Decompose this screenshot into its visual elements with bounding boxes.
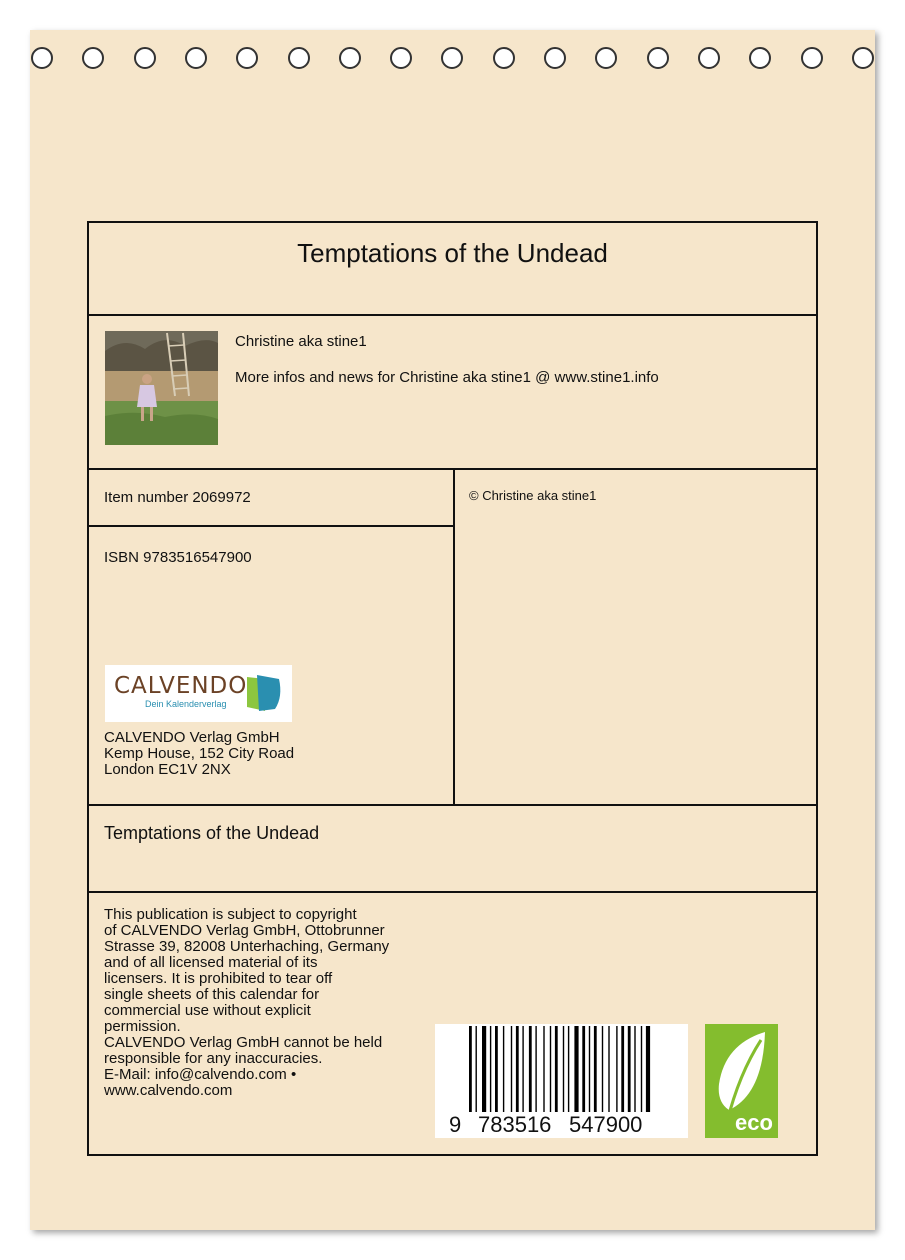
subtitle: Temptations of the Undead (104, 823, 320, 843)
binding-hole (647, 47, 669, 69)
copyright-notice: © Christine aka stine1 (469, 488, 597, 503)
publisher-address-line: CALVENDO Verlag GmbH (104, 729, 280, 746)
binding-hole (801, 47, 823, 69)
divider (87, 525, 454, 527)
binding-hole (852, 47, 874, 69)
item-number: Item number 2069972 (104, 489, 251, 506)
binding-hole (493, 47, 515, 69)
barcode-digits-right: 547900 (569, 1112, 643, 1137)
divider (87, 891, 818, 893)
publisher-address-line: Kemp House, 152 City Road (104, 745, 295, 762)
legal-line: and of all licensed material of its (104, 954, 318, 971)
author-info: More infos and news for Christine aka stine1 @ www.stine1.info (235, 369, 659, 386)
binding-hole (698, 47, 720, 69)
divider (87, 314, 818, 316)
legal-line: Strasse 39, 82008 Unterhaching, Germany (104, 938, 390, 955)
logo-tagline: Dein Kalenderverlag (145, 699, 227, 709)
spiral-binding-holes (0, 0, 905, 60)
binding-hole (390, 47, 412, 69)
barcode-digits-left: 783516 (478, 1112, 552, 1137)
isbn: ISBN 9783516547900 (104, 549, 252, 566)
legal-line: www.calvendo.com (104, 1082, 233, 1099)
binding-hole (339, 47, 361, 69)
binding-hole (134, 47, 156, 69)
legal-line: E-Mail: info@calvendo.com • (104, 1066, 297, 1083)
legal-line: responsible for any inaccuracies. (104, 1050, 323, 1067)
legal-line: licensers. It is prohibited to tear off (104, 970, 333, 987)
binding-hole (288, 47, 310, 69)
publisher-address-line: London EC1V 2NX (104, 761, 231, 778)
logo-mark-icon (245, 673, 285, 713)
legal-line: commercial use without explicit (104, 1002, 311, 1019)
legal-line: of CALVENDO Verlag GmbH, Ottobrunner (104, 922, 385, 939)
binding-hole (31, 47, 53, 69)
legal-line: CALVENDO Verlag GmbH cannot be held (104, 1034, 383, 1051)
eco-badge (705, 1024, 778, 1138)
calvendo-logo (105, 665, 292, 722)
logo-name: CALVENDO (114, 673, 248, 699)
divider (453, 468, 455, 806)
legal-line: permission. (104, 1018, 181, 1035)
legal-line: This publication is subject to copyright (104, 906, 357, 923)
barcode-digit: 9 (449, 1112, 462, 1137)
author-name: Christine aka stine1 (235, 333, 367, 350)
author-photo (105, 331, 218, 445)
isbn-barcode (435, 1024, 688, 1138)
binding-hole (185, 47, 207, 69)
legal-line: single sheets of this calendar for (104, 986, 320, 1003)
binding-hole (544, 47, 566, 69)
eco-label: eco (735, 1110, 773, 1135)
calendar-title: Temptations of the Undead (297, 238, 608, 268)
